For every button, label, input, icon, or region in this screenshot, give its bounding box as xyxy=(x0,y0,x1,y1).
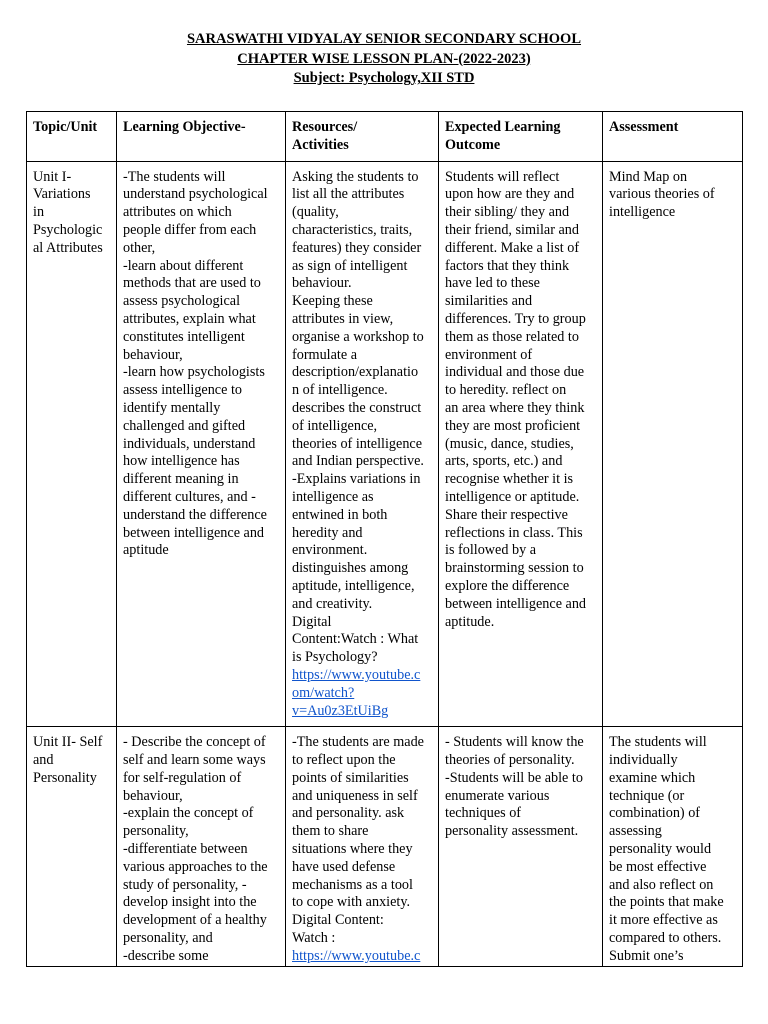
topic-cell: Unit I- Variations in Psychologic al Attributes xyxy=(27,161,117,727)
column-header-objective: Learning Objective- xyxy=(117,112,286,162)
column-header-outcome: Expected Learning Outcome xyxy=(439,112,603,162)
assessment-cell: Mind Map on various theories of intelligence xyxy=(603,161,743,727)
youtube-link[interactable]: https://www.youtube.c om/watch? v=Au0z3EtUiBg xyxy=(292,666,421,719)
column-header-assessment: Assessment xyxy=(603,112,743,162)
youtube-link[interactable]: https://www.youtube.c xyxy=(292,947,421,964)
table-row xyxy=(27,161,743,727)
objective-cell: -The students will understand psychological attributes on which people differ from each other, -learn about different methods that are used to assess psychological attributes, explain what constitutes intelligent behaviour, -learn how psychologists assess intelligence to identify mentally challenged and gifted individuals, understand how intelligence has different meaning in different cultures, and - understand the difference between intelligence and aptitude xyxy=(117,161,286,727)
lesson-plan-table xyxy=(26,111,743,967)
table-header-row xyxy=(27,112,743,162)
resources-text: Asking the students to list all the attributes (quality, characteristics, traits, features) they consider as sign of intelligent behaviour. Keeping these attributes in view, organise a workshop to formulate a description/explanatio n of intelligence. describes the construct of intelligence, theories of intelligence and Indian perspective. -Explains variations in intelligence as entwined in both heredity and environment. distinguishes among aptitude, intelligence, and creativity. Digital Content:Watch : What is Psychology? xyxy=(292,168,424,666)
column-header-topic: Topic/Unit xyxy=(27,112,117,162)
topic-cell: Unit II- Self and Personality xyxy=(27,727,117,966)
plan-title: CHAPTER WISE LESSON PLAN-(2022-2023) xyxy=(237,50,531,67)
resources-cell xyxy=(286,161,439,727)
school-name: SARASWATHI VIDYALAY SENIOR SECONDARY SCHOOL xyxy=(186,31,582,47)
outcome-cell: Students will reflect upon how are they and their sibling/ they and their friend, similar and different. Make a list of factors that they think have led to these similarities and differences. Try to group them as those related to environment of individual and those due to heredity. reflect on an area where they think they are most proficient (music, dance, studies, arts, sports, etc.) and recognise whether it is intelligence or aptitude. Share their respective reflections in class. This is followed by a brainstorming session to explore the difference between intelligence and aptitude. xyxy=(439,161,603,727)
document-header xyxy=(0,30,768,89)
resources-cell xyxy=(286,727,439,966)
table-row xyxy=(27,727,743,966)
assessment-cell: The students will individually examine which technique (or combination) of assessing personality would be most effective and also reflect on the points that make it more effective as compared to others. Submit one’s xyxy=(603,727,743,966)
resources-text: -The students are made to reflect upon the points of similarities and uniqueness in self and personality. ask them to share situations where they have used defense mechanisms as a tool to cope with anxiety. Digital Content: Watch : xyxy=(292,734,424,947)
outcome-cell: - Students will know the theories of personality. -Students will be able to enumerate various techniques of personality assessment. xyxy=(439,727,603,966)
subject-line: Subject: Psychology,XII STD xyxy=(293,70,475,87)
objective-cell: - Describe the concept of self and learn some ways for self-regulation of behaviour, -explain the concept of personality, -differentiate between various approaches to the study of personality, - develop insight into the development of a healthy personality, and -describe some xyxy=(117,727,286,966)
column-header-resources: Resources/ Activities xyxy=(286,112,439,162)
